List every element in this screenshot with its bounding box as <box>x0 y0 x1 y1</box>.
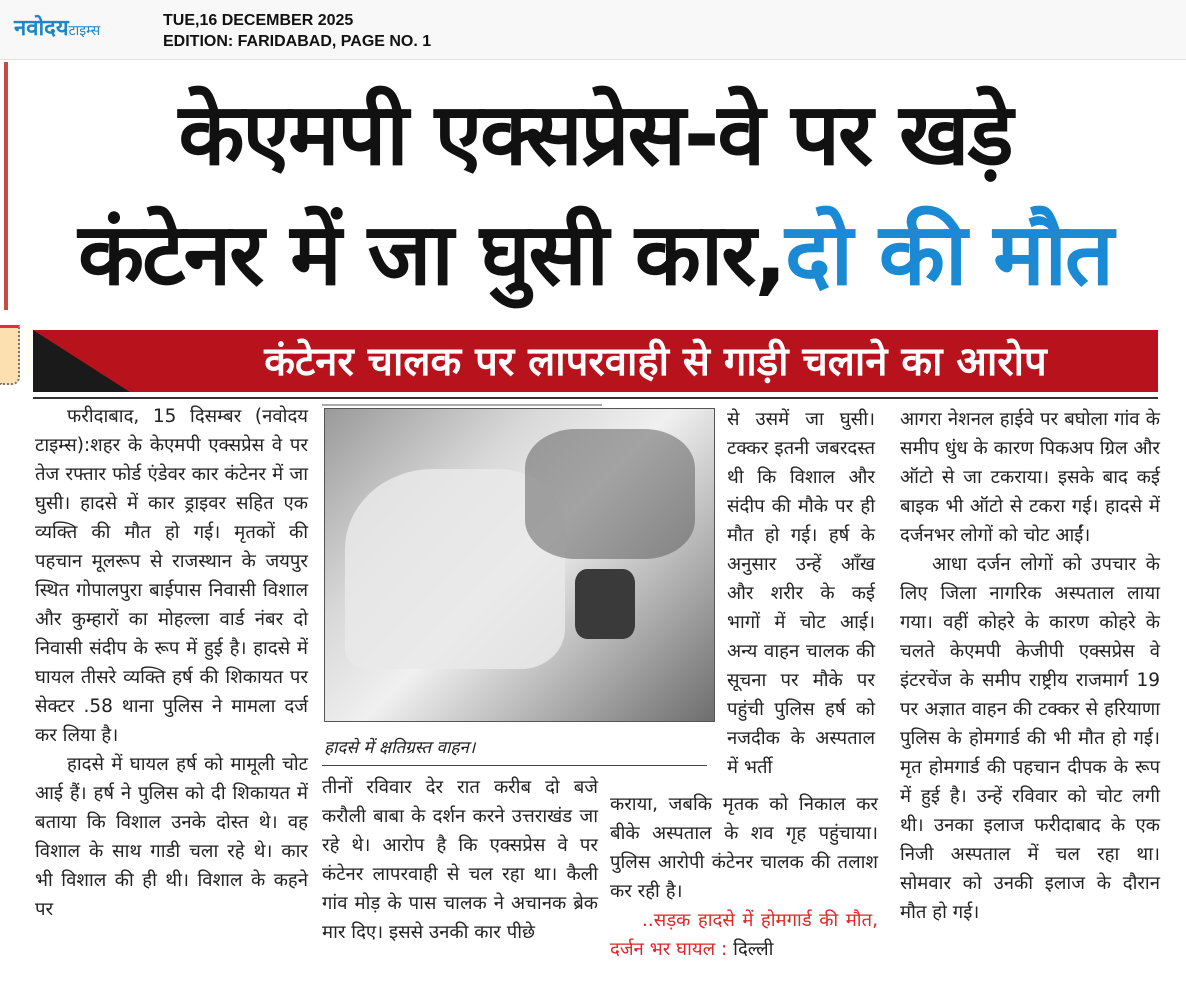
subheadline-banner <box>33 330 1158 394</box>
article-column-1 <box>35 402 308 924</box>
accident-photo <box>324 408 715 722</box>
paragraph: कराया, जबकि मृतक को निकाल कर बीके अस्पताल के शव गृह पहुंचाया। पुलिस आरोपी कंटेनर चालक की तलाश कर रही है। <box>610 794 878 902</box>
caption-rule <box>322 765 707 766</box>
paragraph: तीनों रविवार देर रात करीब दो बजे करौली बाबा के दर्शन करने उत्तराखंड जा रहे थे। आरोप है कि एक्सप्रेस वे पर कंटेनर लापरवाही से चल रहा था। कैली गांव मोड़ के पास चालक ने अचानक ब्रेक मार दिए। इससे उनकी कार पीछे <box>322 777 598 943</box>
banner-triangle-decoration <box>33 330 133 394</box>
photo-wreckage <box>525 429 695 559</box>
edition-page: EDITION: FARIDABAD, PAGE NO. 1 <box>163 33 432 50</box>
paragraph: आगरा नेशनल हाईवे पर बघोला गांव के समीप धुंध के कारण पिकअप ग्रिल और ऑटो से जा टकराया। इसके बाद कई बाइक भी ऑटो से टकरा गई। हादसे में दर्जनभर लोगों को चोट आईं। <box>900 409 1160 546</box>
article-column-3-upper <box>727 405 875 782</box>
logo-subtext: टाइम्स <box>68 23 101 39</box>
photo-caption: हादसे में क्षतिग्रस्त वाहन। <box>324 738 476 758</box>
edition-meta <box>163 10 431 52</box>
article-column-4 <box>900 405 1160 927</box>
article-column-2 <box>322 773 598 947</box>
headline-black-part: कंटेनर में जा घुसी कार, <box>78 205 786 305</box>
article-column-3-lower <box>610 790 878 964</box>
edition-header <box>0 0 1186 60</box>
banner-rule <box>33 397 1158 399</box>
headline-line-2 <box>30 205 1160 305</box>
paragraph: हादसे में घायल हर्ष को मामूली चोट आई हैं। हर्ष ने पुलिस को दी शिकायत में बताया कि विशाल उनके दोस्त थे। वह विशाल के साथ गाडी चला रहे थे। कार भी विशाल की ही थी। विशाल के कहने पर <box>35 754 308 920</box>
left-edge-rule <box>4 62 8 310</box>
photo-mirror <box>575 569 635 639</box>
logo-text: नवोदय <box>14 16 69 41</box>
paragraph: आधा दर्जन लोगों को उपचार के लिए जिला नागरिक अस्पताल लाया गया। वहीं कोहरे के कारण कोहरे के चलते केएमपी केजीपी एक्सप्रेस वे इंटरचेंज के समीप राष्ट्रीय राजमार्ग 19 पर अज्ञात वाहन की टक्कर से हरियाणा पुलिस के होमगार्ड की भी मौत हो गई। मृत होमगार्ड की पहचान दीपक के रूप में हुई है। उन्हें रविवार को चोट लगी थी। उनका इलाज फरीदाबाद के एक निजी अस्पताल में चल रहा था। सोमवार को उनकी इलाज के दौरान मौत हो गई। <box>900 554 1160 923</box>
headline-line-1: केएमपी एक्सप्रेस-वे पर खड़े <box>178 85 1012 185</box>
headline-blue-part: दो की मौत <box>785 205 1112 305</box>
adjacent-clip-fragment <box>0 325 20 385</box>
column-top-rule <box>322 404 602 406</box>
edition-date: TUE,16 DECEMBER 2025 <box>163 12 354 29</box>
paragraph: फरीदाबाद, 15 दिसम्बर (नवोदय टाइम्स):शहर के केएमपी एक्सप्रेस वे पर तेज रफ्तार फोर्ड एंडेवर कार कंटेनर में जा घुसी। हादसे में कार ड्राइवर सहित एक व्यक्ति की मौत हो गई। मृतकों की पहचान मूलरूप से राजस्थान के जयपुर स्थित गोपालपुरा बाईपास निवासी विशाल और कुम्हारों का मोहल्ला वार्ड नंबर दो निवासी संदीप के रूप में हुई है। हादसे में घायल तीसरे व्यक्ति हर्ष की शिकायत पर सेक्टर .58 थाना पुलिस ने मामला दर्ज कर लिया है। <box>35 406 308 746</box>
subheadline: कंटेनर चालक पर लापरवाही से गाड़ी चलाने का आरोप <box>264 339 1047 385</box>
paragraph <box>610 906 878 964</box>
secondary-news-lead: ..सड़क हादसे में होमगार्ड की मौत, दर्जन भर घायल : <box>610 910 878 960</box>
newspaper-logo[interactable] <box>14 12 100 42</box>
secondary-news-start: दिल्ली <box>727 939 774 960</box>
paragraph: से उसमें जा घुसी। टक्कर इतनी जबरदस्त थी कि विशाल और संदीप की मौके पर ही मौत हो गई। हर्ष के अनुसार उन्हें आँख और शरीर के कई भागों में चोट आई। अन्य वाहन चालक की सूचना पर मौके पर पहुंची पुलिस हर्ष को नजदीक के अस्पताल में भर्ती <box>727 409 875 778</box>
